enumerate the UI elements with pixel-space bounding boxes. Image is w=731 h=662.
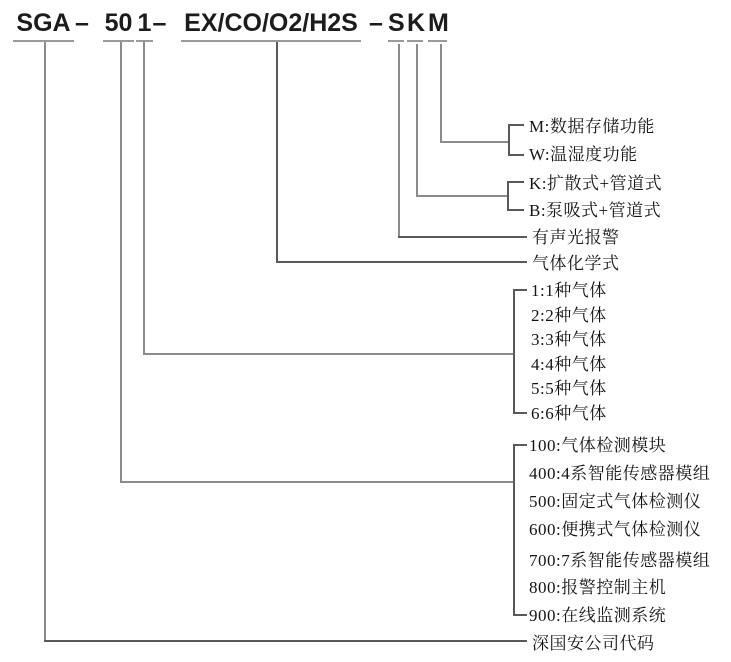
- gas-count-bracket-bottom-stub: [513, 412, 527, 414]
- legend-gas-count-4: 4:4种气体: [531, 355, 607, 374]
- code-suffix-k: K: [407, 8, 423, 42]
- gas-count-bracket-top-stub: [513, 289, 527, 291]
- gas-count-drop-line: [143, 42, 145, 355]
- storage-bracket-bottom-stub: [508, 154, 524, 156]
- legend-gas-count-3: 3:3种气体: [531, 330, 607, 349]
- sampling-bracket-top-stub: [507, 181, 524, 183]
- legend-sampling-k: K:扩散式+管道式: [529, 174, 663, 193]
- storage-drop-line: [440, 44, 442, 143]
- sampling-bracket-bottom-stub: [507, 209, 524, 211]
- legend-series-100: 100:气体检测模块: [529, 436, 667, 455]
- legend-gas-count-6: 6:6种气体: [531, 404, 607, 423]
- legend-storage-w: W:温湿度功能: [529, 145, 638, 164]
- legend-sampling-b: B:泵吸式+管道式: [529, 201, 662, 220]
- legend-company-code: 深国安公司代码: [532, 634, 655, 653]
- gas-count-bracket: [513, 289, 515, 414]
- storage-bracket-top-stub: [508, 124, 524, 126]
- alarm-drop-line: [398, 44, 400, 238]
- gas-count-connector-line: [143, 353, 515, 355]
- legend-gas-count-1: 1:1种气体: [531, 281, 607, 300]
- gas-formula-drop-line: [276, 42, 278, 263]
- series-bracket: [513, 444, 515, 616]
- sampling-drop-line: [416, 44, 418, 197]
- legend-gas-count-5: 5:5种气体: [531, 379, 607, 398]
- legend-series-700: 700:7系智能传感器模组: [529, 551, 711, 570]
- alarm-connector-line: [398, 236, 527, 238]
- sampling-bracket: [507, 181, 509, 211]
- storage-connector-line: [440, 141, 510, 143]
- code-series-prefix: 50: [103, 8, 134, 42]
- legend-storage-m: M:数据存储功能: [529, 117, 655, 136]
- series-drop-line: [120, 42, 122, 483]
- code-separator-3: –: [369, 9, 383, 37]
- legend-series-400: 400:4系智能传感器模组: [529, 464, 711, 483]
- series-bracket-bottom-stub: [513, 614, 527, 616]
- code-gas-formula: EX/CO/O2/H2S: [181, 8, 361, 42]
- code-company: SGA: [13, 8, 74, 42]
- code-separator-1: –: [75, 9, 89, 37]
- storage-bracket: [508, 124, 510, 156]
- legend-gas-formula: 气体化学式: [532, 254, 620, 273]
- legend-alarm: 有声光报警: [532, 228, 620, 247]
- code-suffix-m: M: [428, 8, 447, 42]
- legend-series-600: 600:便携式气体检测仪: [529, 520, 702, 539]
- series-connector-line: [120, 481, 515, 483]
- gas-formula-connector-line: [276, 261, 527, 263]
- sampling-connector-line: [416, 195, 509, 197]
- code-suffix-s: S: [388, 8, 404, 42]
- series-bracket-top-stub: [513, 444, 527, 446]
- code-gas-count: 1: [136, 8, 153, 42]
- sga-drop-line: [44, 42, 46, 642]
- legend-series-500: 500:固定式气体检测仪: [529, 492, 702, 511]
- legend-series-900: 900:在线监测系统: [529, 606, 667, 625]
- company-connector-line: [44, 640, 527, 642]
- code-separator-2: –: [152, 9, 167, 37]
- legend-series-800: 800:报警控制主机: [529, 578, 667, 597]
- legend-gas-count-2: 2:2种气体: [531, 306, 607, 325]
